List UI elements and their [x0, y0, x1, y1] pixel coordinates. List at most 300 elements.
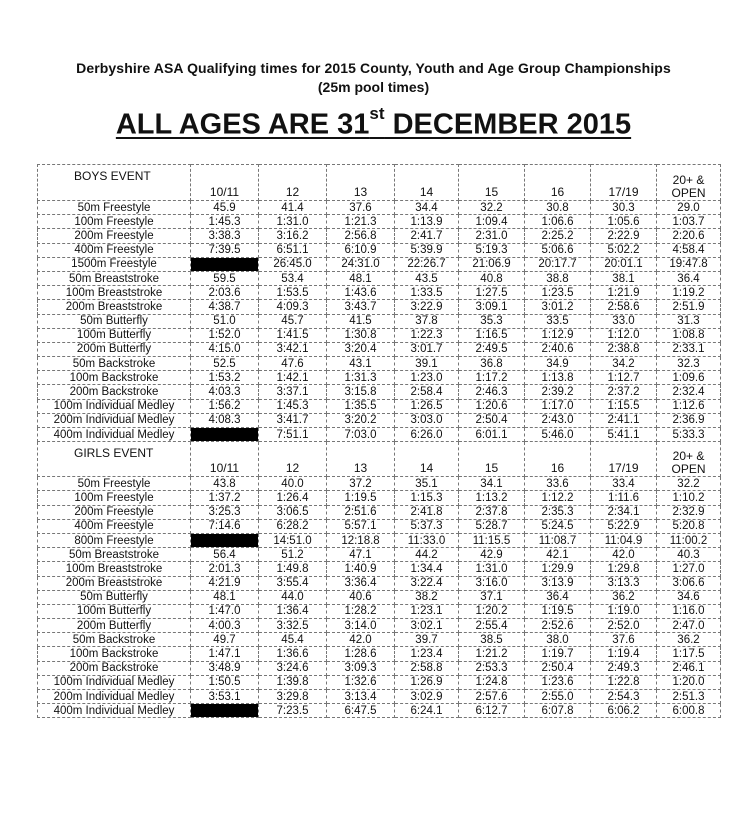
table-row	[38, 286, 721, 300]
event-name: 200m Individual Medley	[38, 413, 191, 427]
table-row	[38, 257, 721, 271]
time-cell: 5:02.2	[591, 243, 657, 257]
time-cell: 2:57.6	[459, 690, 525, 704]
time-cell: 4:08.3	[191, 413, 259, 427]
time-cell: 38.1	[591, 271, 657, 285]
time-cell: 5:39.9	[395, 243, 459, 257]
time-cell: 6:12.7	[459, 704, 525, 718]
document-subtitle: (25m pool times)	[317, 79, 430, 95]
headline-superscript: st	[369, 104, 385, 123]
time-cell: 6:06.2	[591, 704, 657, 718]
time-cell: 1:15.5	[591, 399, 657, 413]
time-cell: 36.2	[591, 590, 657, 604]
time-cell: 3:02.1	[395, 619, 459, 633]
time-cell: 53.4	[259, 271, 327, 285]
time-cell: 2:41.7	[395, 229, 459, 243]
time-cell: 1:31.0	[459, 562, 525, 576]
time-cell: 1:42.1	[259, 371, 327, 385]
table-row	[38, 385, 721, 399]
table-row	[38, 300, 721, 314]
time-cell: 56.4	[191, 548, 259, 562]
time-cell: 7:03.0	[327, 428, 395, 442]
time-cell: 1:30.8	[327, 328, 395, 342]
time-cell: 36.4	[657, 271, 721, 285]
time-cell: 7:51.1	[259, 428, 327, 442]
time-cell: 6:24.1	[395, 704, 459, 718]
time-cell: 37.6	[327, 201, 395, 215]
table-row	[38, 548, 721, 562]
time-cell: 2:35.3	[525, 505, 591, 519]
event-name: 400m Freestyle	[38, 243, 191, 257]
event-name: 1500m Freestyle	[38, 257, 191, 271]
event-name: 50m Butterfly	[38, 590, 191, 604]
time-cell: 3:13.3	[591, 576, 657, 590]
age-group-header: 17/19	[591, 442, 657, 477]
time-cell: 1:11.6	[591, 491, 657, 505]
time-cell: 30.3	[591, 201, 657, 215]
time-cell: 36.2	[657, 633, 721, 647]
time-cell: 42.0	[591, 548, 657, 562]
event-name: 400m Individual Medley	[38, 704, 191, 718]
time-cell: 33.4	[591, 477, 657, 491]
time-cell: 35.1	[395, 477, 459, 491]
age-group-header: 13	[327, 165, 395, 201]
time-cell: 1:20.6	[459, 399, 525, 413]
table-row	[38, 562, 721, 576]
time-cell: 3:20.4	[327, 342, 395, 356]
age-group-header: 12	[259, 165, 327, 201]
time-cell: 36.4	[525, 590, 591, 604]
time-cell: 1:26.5	[395, 399, 459, 413]
time-cell: 34.2	[591, 357, 657, 371]
time-cell: 38.0	[525, 633, 591, 647]
event-name: 50m Breaststroke	[38, 271, 191, 285]
table-row	[38, 428, 721, 442]
time-cell: 7:14.6	[191, 519, 259, 533]
time-cell: 2:46.1	[657, 661, 721, 675]
time-cell: 3:29.8	[259, 690, 327, 704]
time-cell: 14:51.0	[259, 533, 327, 547]
table-row	[38, 399, 721, 413]
time-cell: 43.1	[327, 357, 395, 371]
time-cell: 7:39.5	[191, 243, 259, 257]
time-cell: 2:43.0	[525, 413, 591, 427]
age-group-header: 15	[459, 165, 525, 201]
time-cell: 3:16.0	[459, 576, 525, 590]
age-group-header: 12	[259, 442, 327, 477]
time-cell: 44.0	[259, 590, 327, 604]
time-cell: 38.8	[525, 271, 591, 285]
time-cell: 1:13.2	[459, 491, 525, 505]
time-cell: 11:00.2	[657, 533, 721, 547]
boys-header-row	[38, 165, 721, 201]
time-cell: 1:03.7	[657, 215, 721, 229]
time-cell: 2:58.8	[395, 661, 459, 675]
time-cell: 1:19.5	[327, 491, 395, 505]
time-cell: 3:09.1	[459, 300, 525, 314]
time-cell: 22:26.7	[395, 257, 459, 271]
time-cell: 1:27.5	[459, 286, 525, 300]
table-row	[38, 604, 721, 618]
document-title: Derbyshire ASA Qualifying times for 2015 County, Youth and Age Group Championships	[76, 60, 671, 76]
time-cell: 2:47.0	[657, 619, 721, 633]
time-cell: 2:50.4	[525, 661, 591, 675]
time-cell: 1:23.1	[395, 604, 459, 618]
boys-section	[38, 165, 721, 442]
time-cell: 1:22.3	[395, 328, 459, 342]
time-cell: 32.3	[657, 357, 721, 371]
time-cell: 3:20.2	[327, 413, 395, 427]
qualifying-times-table	[37, 164, 721, 718]
table-row	[38, 314, 721, 328]
time-cell: 4:03.3	[191, 385, 259, 399]
headline-rest: DECEMBER 2015	[384, 108, 632, 141]
time-cell: 1:16.5	[459, 328, 525, 342]
time-cell: 3:38.3	[191, 229, 259, 243]
time-cell: 2:31.0	[459, 229, 525, 243]
event-name: 400m Freestyle	[38, 519, 191, 533]
table-row	[38, 371, 721, 385]
boys-event-header: BOYS EVENT	[38, 165, 191, 201]
time-cell: 3:41.7	[259, 413, 327, 427]
time-cell: 2:53.3	[459, 661, 525, 675]
time-cell: 11:08.7	[525, 533, 591, 547]
time-cell: 40.8	[459, 271, 525, 285]
time-cell: 45.7	[259, 314, 327, 328]
table-row	[38, 477, 721, 491]
time-cell: 2:55.4	[459, 619, 525, 633]
time-cell: 1:23.6	[525, 675, 591, 689]
time-cell: 21:06.9	[459, 257, 525, 271]
event-name: 200m Butterfly	[38, 619, 191, 633]
event-name: 200m Breaststroke	[38, 300, 191, 314]
event-name: 200m Backstroke	[38, 661, 191, 675]
time-cell: 1:27.0	[657, 562, 721, 576]
time-cell: 37.1	[459, 590, 525, 604]
time-cell: 1:26.9	[395, 675, 459, 689]
time-cell: 1:47.1	[191, 647, 259, 661]
age-group-header: 17/19	[591, 165, 657, 201]
event-name: 50m Backstroke	[38, 357, 191, 371]
time-cell: 2:58.4	[395, 385, 459, 399]
time-cell: 2:38.8	[591, 342, 657, 356]
event-name: 50m Breaststroke	[38, 548, 191, 562]
time-cell: 1:34.4	[395, 562, 459, 576]
time-cell: 3:13.4	[327, 690, 395, 704]
girls-header-row	[38, 442, 721, 477]
table-row	[38, 647, 721, 661]
time-cell: 38.2	[395, 590, 459, 604]
table-row	[38, 328, 721, 342]
table-row	[38, 690, 721, 704]
time-cell: 51.2	[259, 548, 327, 562]
time-cell: 1:47.0	[191, 604, 259, 618]
time-cell: 1:24.8	[459, 675, 525, 689]
age-group-header: 10/11	[191, 442, 259, 477]
time-cell: 1:05.6	[591, 215, 657, 229]
time-cell: 34.9	[525, 357, 591, 371]
time-cell: 34.6	[657, 590, 721, 604]
event-name: 100m Breaststroke	[38, 562, 191, 576]
time-cell: 3:01.2	[525, 300, 591, 314]
time-cell: 1:22.8	[591, 675, 657, 689]
time-cell: 29.0	[657, 201, 721, 215]
time-cell: 2:03.6	[191, 286, 259, 300]
time-cell: 59.5	[191, 271, 259, 285]
time-cell: 32.2	[459, 201, 525, 215]
event-name: 50m Backstroke	[38, 633, 191, 647]
time-cell: 33.6	[525, 477, 591, 491]
time-cell: 3:16.2	[259, 229, 327, 243]
time-cell: 2:36.9	[657, 413, 721, 427]
time-cell: 1:39.8	[259, 675, 327, 689]
time-cell: 1:17.0	[525, 399, 591, 413]
time-cell: 5:20.8	[657, 519, 721, 533]
time-cell: 1:52.0	[191, 328, 259, 342]
time-cell: 2:01.3	[191, 562, 259, 576]
time-cell: 1:21.2	[459, 647, 525, 661]
time-cell: 1:09.6	[657, 371, 721, 385]
time-cell: 3:25.3	[191, 505, 259, 519]
time-cell: 3:43.7	[327, 300, 395, 314]
time-cell: 3:03.0	[395, 413, 459, 427]
time-cell: 5:22.9	[591, 519, 657, 533]
event-name: 100m Butterfly	[38, 328, 191, 342]
time-cell: 37.8	[395, 314, 459, 328]
table-row	[38, 491, 721, 505]
time-cell: 3:53.1	[191, 690, 259, 704]
event-name: 50m Freestyle	[38, 201, 191, 215]
table-row	[38, 342, 721, 356]
time-cell: 42.0	[327, 633, 395, 647]
time-cell: 32.2	[657, 477, 721, 491]
time-cell: 7:23.5	[259, 704, 327, 718]
time-cell: 2:41.1	[591, 413, 657, 427]
time-cell: 19:47.8	[657, 257, 721, 271]
time-cell: 1:12.7	[591, 371, 657, 385]
age-group-header: 16	[525, 165, 591, 201]
time-cell: 11:33.0	[395, 533, 459, 547]
table-row	[38, 675, 721, 689]
age-group-header: 10/11	[191, 165, 259, 201]
time-cell: 3:22.4	[395, 576, 459, 590]
table-row	[38, 215, 721, 229]
time-cell: 5:28.7	[459, 519, 525, 533]
time-cell: 1:23.4	[395, 647, 459, 661]
time-cell: 2:50.4	[459, 413, 525, 427]
time-cell: 1:45.3	[259, 399, 327, 413]
girls-event-header: GIRLS EVENT	[38, 442, 191, 477]
time-cell: 1:17.5	[657, 647, 721, 661]
table-row	[38, 590, 721, 604]
time-cell: 1:32.6	[327, 675, 395, 689]
time-cell: 1:17.2	[459, 371, 525, 385]
time-cell: 3:02.9	[395, 690, 459, 704]
time-cell: 1:53.5	[259, 286, 327, 300]
time-cell: 1:53.2	[191, 371, 259, 385]
not-applicable-cell	[191, 533, 259, 547]
table-row	[38, 201, 721, 215]
time-cell: 1:23.5	[525, 286, 591, 300]
time-cell: 1:12.0	[591, 328, 657, 342]
time-cell: 4:38.7	[191, 300, 259, 314]
time-cell: 2:49.5	[459, 342, 525, 356]
time-cell: 2:40.6	[525, 342, 591, 356]
age-group-header: 20+ & OPEN	[657, 442, 721, 477]
time-cell: 3:36.4	[327, 576, 395, 590]
time-cell: 3:37.1	[259, 385, 327, 399]
time-cell: 20:17.7	[525, 257, 591, 271]
event-name: 100m Breaststroke	[38, 286, 191, 300]
table-row	[38, 413, 721, 427]
not-applicable-cell	[191, 428, 259, 442]
time-cell: 2:22.9	[591, 229, 657, 243]
time-cell: 1:19.7	[525, 647, 591, 661]
event-name: 100m Freestyle	[38, 215, 191, 229]
time-cell: 2:58.6	[591, 300, 657, 314]
time-cell: 1:12.9	[525, 328, 591, 342]
time-cell: 1:56.2	[191, 399, 259, 413]
time-cell: 49.7	[191, 633, 259, 647]
time-cell: 41.5	[327, 314, 395, 328]
time-cell: 5:19.3	[459, 243, 525, 257]
time-cell: 11:15.5	[459, 533, 525, 547]
time-cell: 5:57.1	[327, 519, 395, 533]
event-name: 200m Breaststroke	[38, 576, 191, 590]
time-cell: 4:00.3	[191, 619, 259, 633]
time-cell: 3:55.4	[259, 576, 327, 590]
table-row	[38, 619, 721, 633]
time-cell: 3:09.3	[327, 661, 395, 675]
time-cell: 1:31.0	[259, 215, 327, 229]
time-cell: 4:58.4	[657, 243, 721, 257]
time-cell: 3:13.9	[525, 576, 591, 590]
time-cell: 30.8	[525, 201, 591, 215]
time-cell: 1:12.6	[657, 399, 721, 413]
time-cell: 1:19.0	[591, 604, 657, 618]
time-cell: 1:23.0	[395, 371, 459, 385]
time-cell: 52.5	[191, 357, 259, 371]
time-cell: 6:07.8	[525, 704, 591, 718]
time-cell: 1:29.9	[525, 562, 591, 576]
time-cell: 2:33.1	[657, 342, 721, 356]
event-name: 200m Freestyle	[38, 505, 191, 519]
time-cell: 1:45.3	[191, 215, 259, 229]
time-cell: 1:49.8	[259, 562, 327, 576]
time-cell: 40.6	[327, 590, 395, 604]
event-name: 100m Butterfly	[38, 604, 191, 618]
time-cell: 34.1	[459, 477, 525, 491]
time-cell: 2:32.9	[657, 505, 721, 519]
time-cell: 2:32.4	[657, 385, 721, 399]
time-cell: 1:41.5	[259, 328, 327, 342]
time-cell: 2:51.6	[327, 505, 395, 519]
girls-section	[38, 442, 721, 718]
time-cell: 1:16.0	[657, 604, 721, 618]
table-row	[38, 576, 721, 590]
time-cell: 2:55.0	[525, 690, 591, 704]
time-cell: 40.0	[259, 477, 327, 491]
table-row	[38, 357, 721, 371]
time-cell: 6:28.2	[259, 519, 327, 533]
time-cell: 48.1	[191, 590, 259, 604]
time-cell: 2:41.8	[395, 505, 459, 519]
time-cell: 2:52.6	[525, 619, 591, 633]
time-cell: 1:36.6	[259, 647, 327, 661]
not-applicable-cell	[191, 257, 259, 271]
event-name: 50m Freestyle	[38, 477, 191, 491]
age-date-headline	[0, 104, 747, 142]
time-cell: 11:04.9	[591, 533, 657, 547]
time-cell: 1:28.6	[327, 647, 395, 661]
time-cell: 2:51.9	[657, 300, 721, 314]
time-cell: 3:42.1	[259, 342, 327, 356]
time-cell: 5:33.3	[657, 428, 721, 442]
time-cell: 2:51.3	[657, 690, 721, 704]
time-cell: 1:15.3	[395, 491, 459, 505]
time-cell: 3:06.5	[259, 505, 327, 519]
time-cell: 6:26.0	[395, 428, 459, 442]
time-cell: 42.9	[459, 548, 525, 562]
time-cell: 1:20.2	[459, 604, 525, 618]
time-cell: 51.0	[191, 314, 259, 328]
time-cell: 36.8	[459, 357, 525, 371]
event-name: 400m Individual Medley	[38, 428, 191, 442]
time-cell: 45.4	[259, 633, 327, 647]
time-cell: 33.5	[525, 314, 591, 328]
time-cell: 24:31.0	[327, 257, 395, 271]
time-cell: 39.7	[395, 633, 459, 647]
time-cell: 3:32.5	[259, 619, 327, 633]
table-row	[38, 661, 721, 675]
time-cell: 1:21.9	[591, 286, 657, 300]
time-cell: 4:15.0	[191, 342, 259, 356]
time-cell: 1:09.4	[459, 215, 525, 229]
time-cell: 5:41.1	[591, 428, 657, 442]
age-group-header: 20+ & OPEN	[657, 165, 721, 201]
time-cell: 1:37.2	[191, 491, 259, 505]
time-cell: 2:37.2	[591, 385, 657, 399]
time-cell: 2:34.1	[591, 505, 657, 519]
time-cell: 2:54.3	[591, 690, 657, 704]
age-group-header: 14	[395, 442, 459, 477]
time-cell: 6:01.1	[459, 428, 525, 442]
time-cell: 3:06.6	[657, 576, 721, 590]
time-cell: 1:13.9	[395, 215, 459, 229]
table-row	[38, 271, 721, 285]
time-cell: 3:24.6	[259, 661, 327, 675]
time-cell: 20:01.1	[591, 257, 657, 271]
time-cell: 3:15.8	[327, 385, 395, 399]
time-cell: 34.4	[395, 201, 459, 215]
time-cell: 3:14.0	[327, 619, 395, 633]
time-cell: 1:40.9	[327, 562, 395, 576]
time-cell: 43.8	[191, 477, 259, 491]
time-cell: 40.3	[657, 548, 721, 562]
time-cell: 2:56.8	[327, 229, 395, 243]
time-cell: 1:33.5	[395, 286, 459, 300]
time-cell: 33.0	[591, 314, 657, 328]
time-cell: 2:49.3	[591, 661, 657, 675]
time-cell: 2:20.6	[657, 229, 721, 243]
time-cell: 1:43.6	[327, 286, 395, 300]
table-row	[38, 505, 721, 519]
time-cell: 1:20.0	[657, 675, 721, 689]
time-cell: 26:45.0	[259, 257, 327, 271]
time-cell: 3:48.9	[191, 661, 259, 675]
time-cell: 1:19.2	[657, 286, 721, 300]
time-cell: 12:18.8	[327, 533, 395, 547]
